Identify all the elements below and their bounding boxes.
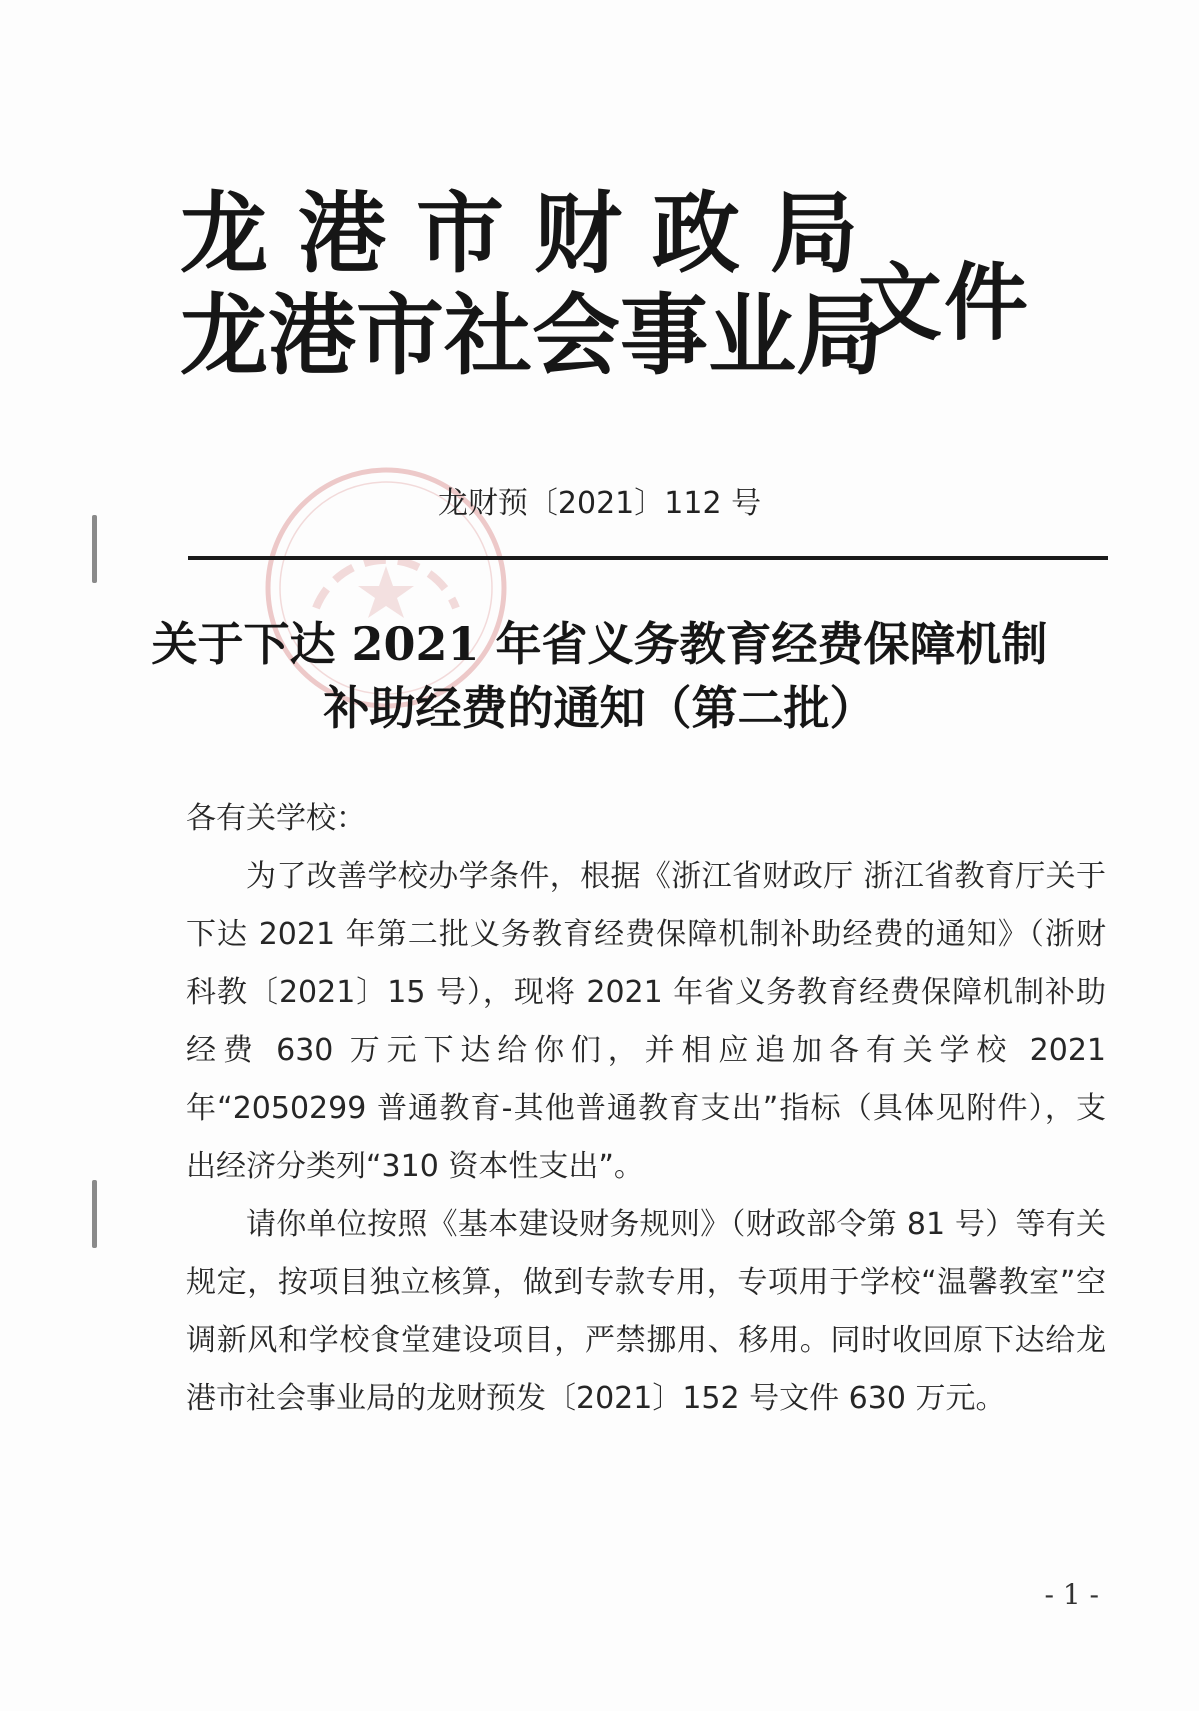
- paragraph-1: 为了改善学校办学条件，根据《浙江省财政厅 浙江省教育厅关于下达 2021 年第二批义务教育经费保障机制补助经费的通知》（浙财科教〔2021〕15 号），现将 2021 年省义务教育经费保障机制补助经费 630 万元下达给你们，并相应追加各有关学校 2021 年“2050299 普通教育-其他普通教育支出”指标（具体见附件），支出经济分类列“310 资本性支出”。: [186, 859, 1106, 1184]
- doc-type-label: 文件: [858, 254, 1031, 352]
- issuer-finance-bureau: 龙港市财政局: [180, 182, 889, 285]
- document-number: 龙财预〔2021〕112 号: [437, 486, 762, 521]
- salutation: 各有关学校：: [186, 801, 366, 836]
- title-line-2: 补助经费的通知（第二批）: [323, 681, 876, 735]
- page-number: - 1 -: [1044, 1578, 1099, 1611]
- issuer-social-affairs-bureau: 龙港市社会事业局: [180, 284, 885, 387]
- title-line-1: 关于下达 2021 年省义务教育经费保障机制: [151, 617, 1048, 671]
- binding-mark: [92, 1180, 97, 1248]
- document-title: [0, 612, 1199, 740]
- header-divider: [188, 556, 1108, 560]
- paragraph-2: 请你单位按照《基本建设财务规则》（财政部令第 81 号）等有关规定，按项目独立核算，做到专款专用，专项用于学校“温馨教室”空调新风和学校食堂建设项目，严禁挪用、移用。同时收回原下达给龙港市社会事业局的龙财预发〔2021〕152 号文件 630 万元。: [186, 1207, 1106, 1416]
- binding-mark: [92, 515, 97, 583]
- document-body: [186, 790, 1106, 1428]
- letterhead: [180, 182, 889, 387]
